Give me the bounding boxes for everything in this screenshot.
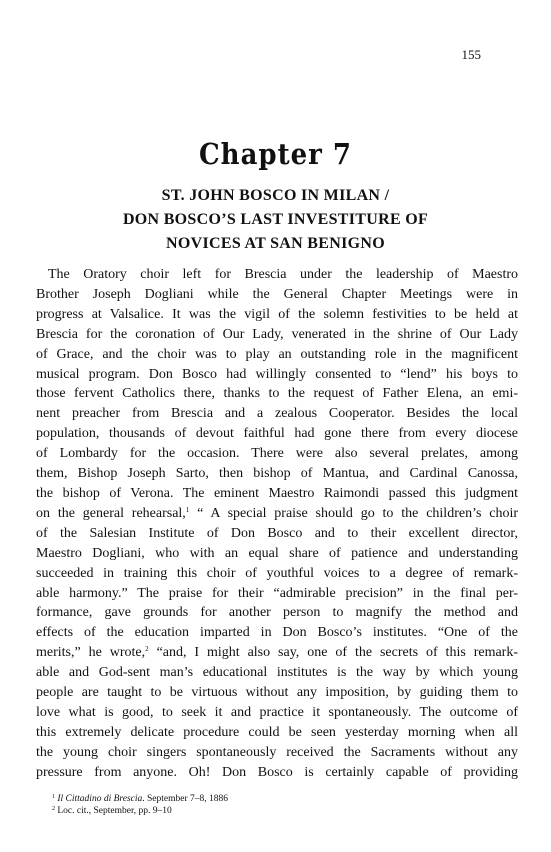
chapter-title-line: DON BOSCO’S LAST INVESTITURE OF [122,211,429,228]
chapter-title-line: NOVICES AT SAN BENIGNO [166,235,385,252]
text-line [36,504,518,524]
footnote-ref: 1 [185,505,190,514]
text-line: effects of the education imparted in Don Bosco’s institutes. “One of the [36,625,518,641]
footnote-text: . September 7–8, 1886 [142,794,229,804]
text-line: Maestro Dogliani, who with an equal share of patience and understanding [36,545,518,561]
text-line: them, Bishop Joseph Sarto, then bishop of Mantua, and Cardinal Canossa, [36,466,518,482]
text-segment: “and, I might also say, one of the secrets of this remark- [156,645,519,661]
text-line: love what is good, to seek it and practice it spontaneously. The outcome of [36,704,518,720]
text-line: pressure from anyone. Oh! Don Bosco is certainly capable of providing [36,764,518,780]
text-line: the young choir singers spontaneously received the Sacraments without any [36,744,518,760]
text-line: this extremely delicate procedure could be seen yesterday morning when all [36,724,518,740]
text-segment: “ A special praise should go to the children’s choir [197,505,519,521]
footnote [52,793,512,805]
text-line: Brescia for the coronation of Our Lady, venerated in the shrine of Our Lady [36,326,518,342]
text-line: of Lombardy for the occasion. There were also several prelates, among [36,446,518,462]
footnote-source-title: Il Cittadino di Brescia [57,794,143,804]
text-line: those fervent Catholics there, thanks to the request of Father Elena, an emi- [36,386,518,402]
footnote-marker: 1 [52,794,55,800]
text-line: nent preacher from Brescia and a zealous Cooperator. Besides the local [36,406,518,422]
footnote-ref: 2 [145,645,149,654]
text-line: progress at Valsalice. It was the vigil of the solemn festivities to be held at [36,306,518,322]
chapter-title [0,184,551,256]
text-line: able harmony.” The praise for their “admirable precision” in the final per- [36,585,518,601]
footnotes [52,793,512,817]
text-line: able and God-sent man’s educational institutes is the way by which young [36,665,518,681]
text-line: of the Salesian Institute of Don Bosco and to their excellent director, [36,525,518,541]
text-line: musical program. Don Bosco had willingly consented to “lend” his boys to [36,366,518,382]
text-line: formance, gave grounds for another person to magnify the method and [36,605,518,621]
page-number: 155 [461,47,481,62]
text-line: people are taught to be virtuous without any imposition, by guiding them to [36,685,518,701]
text-line: Brother Joseph Dogliani while the General Chapter Meetings were in [36,286,518,302]
footnote [52,805,512,817]
text-line: of Grace, and the choir was to play an outstanding role in the magnificent [36,346,518,362]
footnote-text: Loc. cit., September, pp. 9–10 [57,806,172,816]
chapter-heading: Chapter 7 [198,138,352,172]
text-line [36,643,518,663]
body-text [36,265,518,783]
text-line: population, thousands of devout faithful had gone there from every diocese [36,426,518,442]
text-segment: merits,” he wrote, [36,645,146,661]
footnote-marker: 2 [52,806,55,812]
chapter-title-line: ST. JOHN BOSCO IN MILAN / [161,187,390,204]
text-line: The Oratory choir left for Brescia under the leadership of Maestro [48,267,518,282]
text-line: the bishop of Verona. The eminent Maestro Raimondi passed this judgment [36,485,518,501]
text-segment: on the general rehearsal, [36,505,186,521]
text-line: succeeded in training this choir of youthful voices to a degree of remark- [36,565,518,581]
